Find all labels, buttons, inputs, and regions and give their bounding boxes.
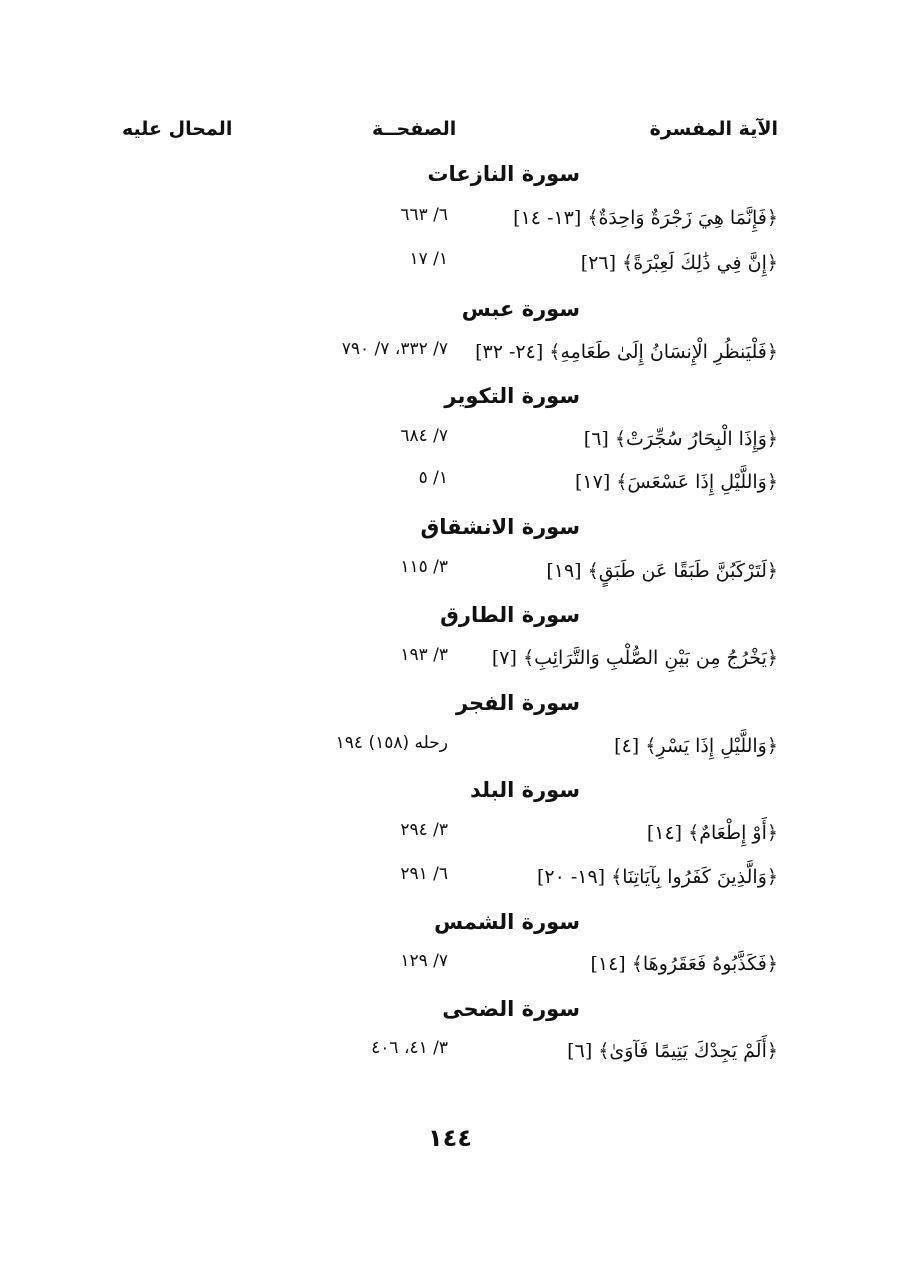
reference-entry: ٣/ ٤١، ٤٠٦ — [371, 1038, 448, 1058]
surah-title: سورة الشمس — [434, 910, 580, 934]
reference-entry: ٧/ ٣٣٢، ٧/ ٧٩٠ — [341, 339, 448, 359]
surah-title: سورة التكوير — [444, 384, 580, 408]
reference-entry: ١/ ٥ — [418, 468, 448, 488]
reference-entry: ٦/ ٦٦٣ — [400, 205, 448, 225]
reference-entry: ٣/ ١١٥ — [400, 557, 448, 577]
reference-entry: ٣/ ٢٩٤ — [400, 820, 448, 840]
header-reference-column: المحال عليه — [122, 118, 233, 140]
verse-entry: ﴿وَاللَّيْلِ إِذَا يَسْرِ﴾ [٤] — [614, 735, 778, 757]
verse-entry: ﴿وَإِذَا الْبِحَارُ سُجِّرَتْ﴾ [٦] — [583, 428, 778, 450]
verse-entry: ﴿وَالَّذِينَ كَفَرُوا بِآيَاتِنَا﴾ [١٩- ٢٠] — [536, 866, 778, 888]
verse-entry: ﴿فَكَذَّبُوهُ فَعَقَرُوهَا﴾ [١٤] — [590, 953, 778, 975]
surah-title: سورة الانشقاق — [420, 515, 580, 539]
surah-title: سورة الضحى — [442, 997, 580, 1021]
verse-entry: ﴿لَتَرْكَبُنَّ طَبَقًا عَن طَبَقٍ﴾ [١٩] — [546, 560, 778, 582]
verse-entry: ﴿وَاللَّيْلِ إِذَا عَسْعَسَ﴾ [١٧] — [575, 471, 778, 493]
surah-title: سورة الطارق — [440, 603, 580, 627]
reference-entry: ١/ ١٧ — [409, 249, 448, 269]
verse-entry: ﴿إِنَّ فِي ذَٰلِكَ لَعِبْرَةً﴾ [٢٦] — [580, 252, 778, 274]
surah-title: سورة البلد — [470, 778, 580, 802]
surah-title: سورة النازعات — [427, 162, 580, 186]
reference-entry: ٦/ ٢٩١ — [400, 864, 448, 884]
verse-entry: ﴿فَلْيَنظُرِ الْإِنسَانُ إِلَىٰ طَعَامِهِ﴾ [٢٤- ٣٢] — [475, 341, 778, 363]
verse-entry: ﴿يَخْرُجُ مِن بَيْنِ الصُّلْبِ وَالتَّرَائِبِ﴾ [٧] — [491, 647, 778, 669]
verse-entry: ﴿فَإِنَّمَا هِيَ زَجْرَةٌ وَاحِدَةٌ﴾ [١٣- ١٤] — [513, 207, 778, 229]
reference-entry: ٧/ ١٢٩ — [400, 951, 448, 971]
reference-entry: ٧/ ٦٨٤ — [400, 426, 448, 446]
header-page-column: الصفحــة — [372, 118, 457, 140]
verse-entry: ﴿أَلَمْ يَجِدْكَ يَتِيمًا فَآوَىٰ﴾ [٦] — [567, 1040, 778, 1062]
reference-entry: ٣/ ١٩٣ — [400, 645, 448, 665]
reference-entry: رحله (١٥٨) ١٩٤ — [335, 733, 448, 753]
verse-entry: ﴿أَوْ إِطْعَامٌ﴾ [١٤] — [646, 822, 778, 844]
surah-title: سورة الفجر — [455, 691, 580, 715]
page-number: ١٤٤ — [428, 1124, 472, 1152]
surah-title: سورة عبس — [461, 297, 580, 321]
header-verse-column: الآية المفسرة — [649, 118, 778, 140]
